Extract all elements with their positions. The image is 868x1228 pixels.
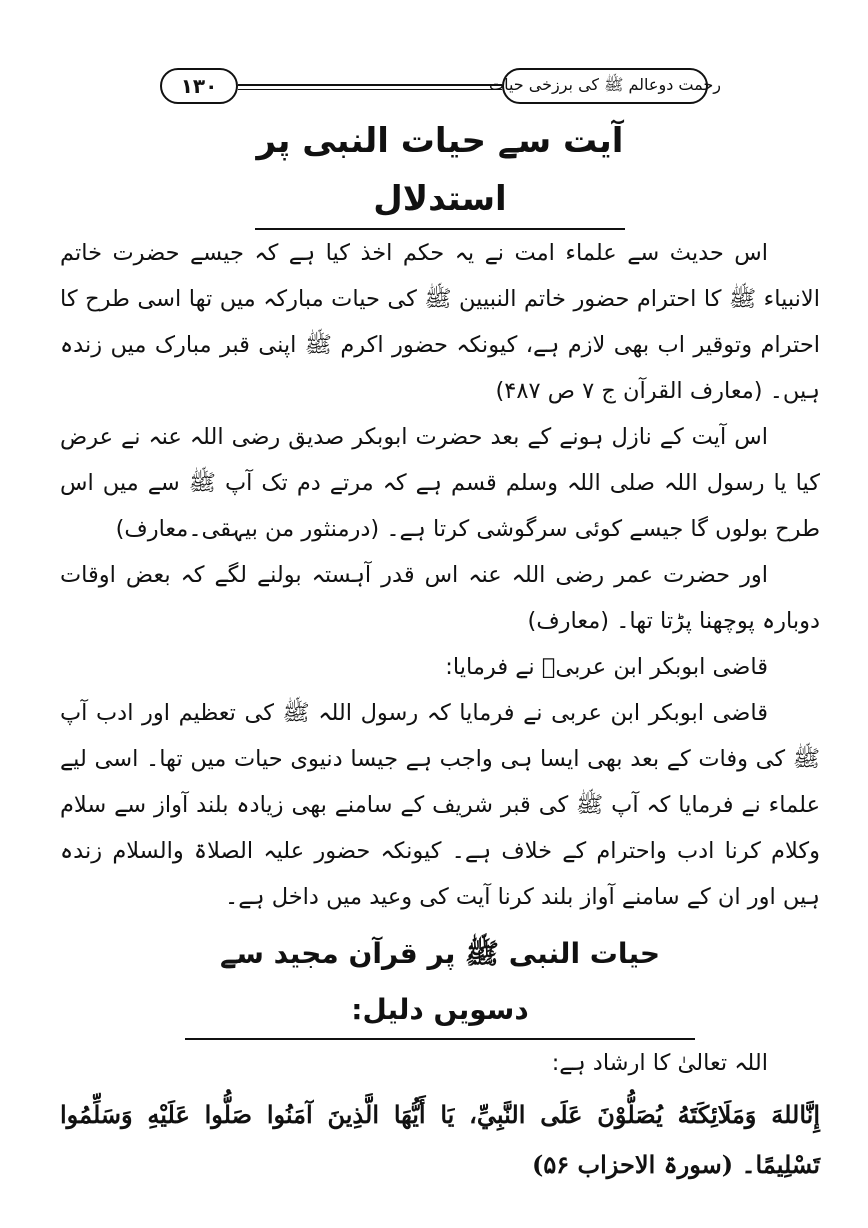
- quran-verse: [60, 1090, 820, 1190]
- paragraph: اس حدیث سے علماء امت نے یہ حکم اخذ کیا ہے کہ جیسے حضرت خاتم الانبیاء ﷺ کا احترام حضور خاتم النبیین ﷺ کی حیات مبارکہ میں تھا اسی طرح کا احترام وتوقیر اب بھی لازم ہے، کیونکہ حضور اکرم ﷺ اپنی قبر مبارک میں زندہ ہیں۔ (معارف القرآن ج ۷ ص ۴۸۷): [60, 240, 820, 404]
- header-rule: [238, 84, 502, 86]
- page-content: [60, 112, 820, 1190]
- section-heading-2: حیات النبی ﷺ پر قرآن مجید سے دسویں دلیل:: [185, 926, 695, 1040]
- paragraph: اس آیت کے نازل ہونے کے بعد حضرت ابوبکر صدیق رضی اللہ عنہ نے عرض کیا یا رسول اللہ صلی اللہ وسلم قسم ہے کہ مرتے دم تک آپ ﷺ سے میں اس طرح بولوں گا جیسے کوئی سرگوشی کرتا ہے۔ (درمنثور من بیہقی۔معارف): [60, 424, 820, 542]
- ayah-text: إِنَّاللهَ وَمَلَائِكَتَهُ يُصَلُّوْنَ عَلَى النَّبِيِّ، يَا أَيُّهَا الَّذِينَ آمَنُوا صَلُّوا عَلَيْهِ وَسَلِّمُوا تَسْلِيمًا۔: [60, 1100, 820, 1179]
- intro-line: اللہ تعالیٰ کا ارشاد ہے:: [551, 1050, 768, 1076]
- page-number: ١٣٠: [160, 68, 238, 104]
- subheading: قاضی ابوبکر ابن عربیؒ نے فرمایا:: [445, 654, 768, 680]
- page-header: [160, 68, 721, 108]
- header-rule-thin: [238, 89, 502, 90]
- paragraph: قاضی ابوبکر ابن عربی نے فرمایا کہ رسول اللہ ﷺ کی تعظیم اور ادب آپ ﷺ کی وفات کے بعد بھی ایسا ہی واجب ہے جیسا دنیوی حیات میں تھا۔ اسی لیے علماء نے فرمایا کہ آپ ﷺ کی قبر شریف کے سامنے بھی زیادہ بلند آواز سے سلام وکلام کرنا ادب واحترام کے خلاف ہے۔ کیونکہ حضور علیہ الصلاۃ والسلام زندہ ہیں اور ان کے سامنے آواز بلند کرنا آیت کی وعید میں داخل ہے۔: [60, 700, 820, 910]
- paragraph: اور حضرت عمر رضی اللہ عنہ اس قدر آہستہ بولنے لگے کہ بعض اوقات دوبارہ پوچھنا پڑتا تھا۔ (معارف): [60, 562, 820, 634]
- section-heading: آیت سے حیات النبی پر استدلال: [255, 112, 625, 230]
- running-title: رحمت دوعالم ﷺ کی برزخی حیات: [502, 68, 708, 104]
- ayah-reference: (سورۃ الاحزاب ۵۶): [532, 1150, 734, 1179]
